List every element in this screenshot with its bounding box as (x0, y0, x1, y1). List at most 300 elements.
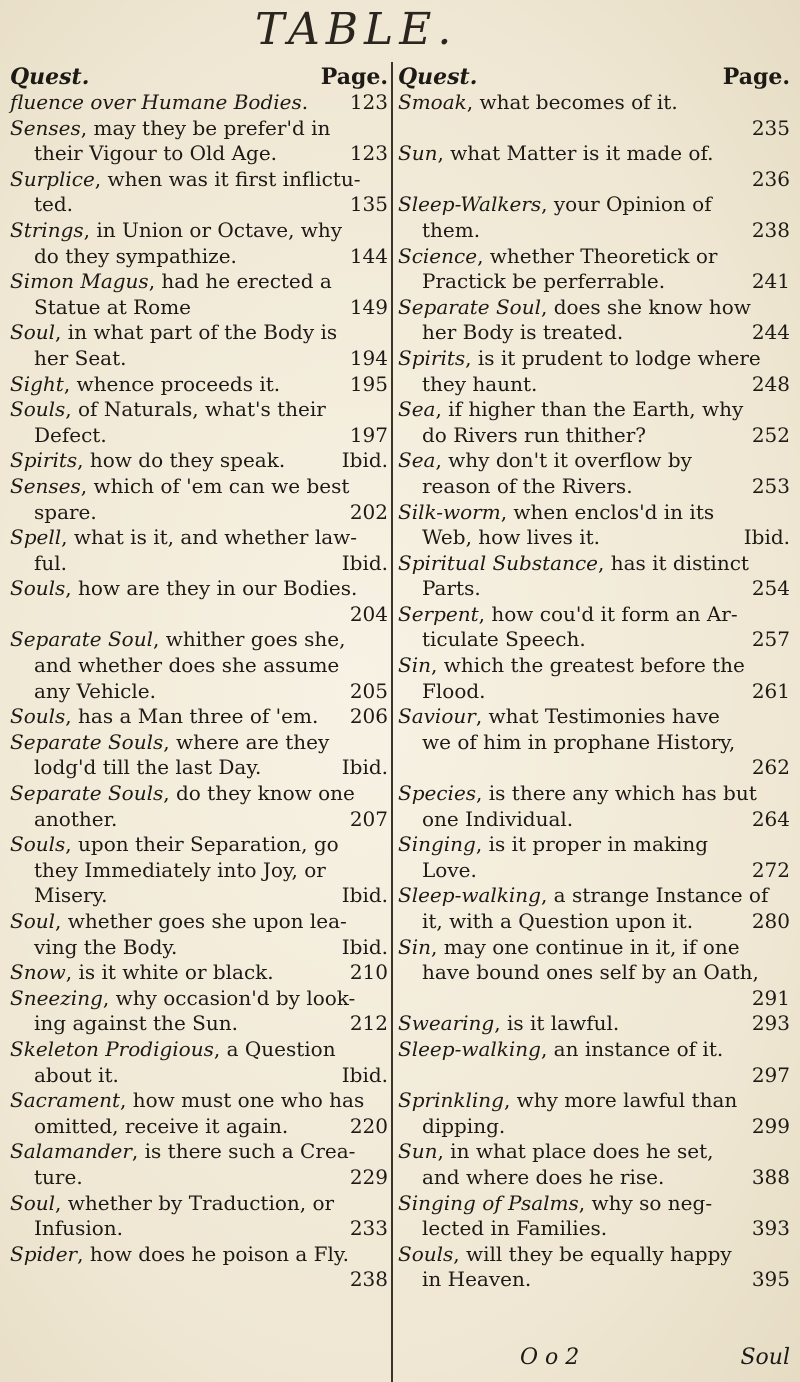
entry-text: Web, how lives it. (422, 525, 601, 550)
entry-text: Souls, has a Man three of 'em. (10, 704, 319, 729)
entry-headword: Sight (10, 371, 64, 396)
index-entry (398, 1037, 790, 1088)
index-entry-line (10, 807, 388, 833)
entry-text: ture. (34, 1164, 83, 1189)
index-entry-line (398, 653, 790, 679)
entry-text: them. (422, 217, 481, 242)
page-reference: 205 (349, 678, 388, 703)
page-reference: Ibid. (341, 448, 388, 473)
index-entry (398, 551, 790, 602)
entry-text: in Heaven. (422, 1267, 532, 1292)
index-entry-line (398, 1216, 790, 1242)
index-entry-line (398, 704, 790, 730)
entry-text: Serpent, how cou'd it form an Ar- (398, 601, 738, 626)
index-entry-line (10, 551, 388, 577)
index-entry-line (398, 397, 790, 423)
entry-text: and whether does she assume (34, 653, 340, 678)
entry-text: their Vigour to Old Age. (34, 141, 278, 166)
index-entry-line (398, 551, 790, 577)
entry-text: Skeleton Prodigious, a Question (10, 1036, 336, 1061)
index-entry-line (10, 1216, 388, 1242)
index-entry (398, 653, 790, 704)
column-header-page-label: Page. (722, 64, 790, 90)
page-reference: 254 (751, 576, 790, 601)
page-reference: 210 (349, 960, 388, 985)
index-entry (398, 1011, 790, 1037)
index-entry-line (398, 627, 790, 653)
page-reference: 261 (751, 678, 790, 703)
entry-text: Sun, in what place does he set, (398, 1139, 714, 1164)
index-entry-list (398, 90, 790, 1293)
entry-headword: Separate Soul (398, 294, 541, 319)
page-reference: Ibid. (341, 550, 388, 575)
index-entry (398, 90, 790, 141)
index-entry (10, 1191, 388, 1242)
index-entry (10, 730, 388, 781)
index-entry (398, 832, 790, 883)
column-header-page-label: Page. (320, 64, 388, 90)
index-entry (398, 397, 790, 448)
entry-text: Sea, why don't it overflow by (398, 448, 692, 473)
index-entry-line (10, 346, 388, 372)
entry-text: Soul, whether goes she upon lea- (10, 909, 347, 933)
index-entry-line (10, 1242, 388, 1268)
entry-headword: Singing (398, 832, 476, 857)
index-entry-line (10, 295, 388, 321)
index-entry (398, 602, 790, 653)
index-entry-line (398, 244, 790, 270)
entry-text: Parts. (422, 576, 481, 601)
entry-text: Swearing, is it lawful. (398, 1011, 620, 1036)
entry-headword: Sin (398, 653, 431, 678)
index-entry (10, 986, 388, 1037)
entry-text: Sin, may one continue in it, if one (398, 934, 740, 959)
entry-headword: Sprinkling (398, 1088, 504, 1113)
entry-headword: fluence over Humane Bodies (10, 90, 302, 114)
page-reference: 297 (751, 1062, 790, 1087)
index-entry-line (398, 1267, 790, 1293)
entry-headword: Souls (10, 832, 66, 857)
page-reference: 212 (349, 1011, 388, 1036)
entry-text: Sprinkling, why more lawful than (398, 1088, 738, 1113)
index-entry-line (10, 730, 388, 756)
entry-text: Separate Soul, does she know how (398, 294, 751, 319)
entry-headword: Singing of Psalms (398, 1190, 579, 1215)
entry-text: Sun, what Matter is it made of. (398, 141, 714, 166)
entry-headword: Soul (10, 909, 56, 933)
entry-text: Sneezing, why occasion'd by look- (10, 985, 356, 1010)
entry-headword: Senses (10, 473, 81, 498)
page-reference: 395 (751, 1267, 790, 1292)
index-entry-line (398, 832, 790, 858)
page-reference: 272 (751, 857, 790, 882)
page-reference: 123 (349, 141, 388, 166)
signature-mark: O o 2 (520, 1345, 580, 1370)
index-entry-line (398, 346, 790, 372)
index-entry-line (398, 1191, 790, 1217)
page-reference: 204 (349, 601, 388, 626)
entry-text: have bound ones self by an Oath, (422, 960, 759, 985)
entry-text: Soul, whether by Traduction, or (10, 1190, 335, 1215)
entry-headword: Sun (398, 1139, 438, 1164)
entry-text: Defect. (34, 422, 107, 447)
index-entry-line (398, 295, 790, 321)
index-entry-line (398, 781, 790, 807)
entry-headword: Spell (10, 525, 62, 550)
index-entry (398, 295, 790, 346)
index-entry-line (10, 1088, 388, 1114)
entry-text: Senses, may they be prefer'd in (10, 115, 331, 140)
page-reference: 235 (751, 115, 790, 140)
index-entry (398, 1191, 790, 1242)
page-reference: 238 (751, 217, 790, 242)
index-entry-line (10, 218, 388, 244)
entry-text: do they sympathize. (34, 243, 237, 268)
index-column-right (398, 64, 790, 1293)
index-entry-line (10, 602, 388, 628)
index-entry (10, 576, 388, 627)
entry-text: Sacrament, how must one who has (10, 1088, 365, 1113)
index-entry (398, 935, 790, 1012)
index-entry-line (398, 1011, 790, 1037)
index-entry-line (398, 1165, 790, 1191)
index-entry-line (10, 269, 388, 295)
entry-headword: Spirits (10, 448, 78, 473)
entry-text: fluence over Humane Bodies. (10, 90, 309, 114)
catchword: Soul (740, 1345, 790, 1370)
entry-headword: Separate Souls (10, 781, 164, 806)
index-entry (10, 832, 388, 909)
entry-headword: Serpent (398, 601, 479, 626)
entry-text: Souls, upon their Separation, go (10, 832, 339, 857)
index-entry-line (398, 218, 790, 244)
index-entry-line (10, 755, 388, 781)
entry-headword: Skeleton Prodigious (10, 1036, 214, 1061)
entry-text: ful. (34, 550, 68, 575)
page-reference: Ibid. (341, 1062, 388, 1087)
entry-headword: Separate Soul (10, 627, 153, 652)
index-entry (398, 781, 790, 832)
entry-text: Practick be perferrable. (422, 269, 666, 294)
index-entry-line (398, 576, 790, 602)
index-entry-line (398, 1139, 790, 1165)
entry-text: ving the Body. (34, 934, 178, 959)
entry-headword: Sun (398, 141, 438, 166)
entry-text: Souls, will they be equally happy (398, 1241, 732, 1266)
index-entry-line (398, 474, 790, 500)
index-entry-line (10, 909, 388, 935)
entry-headword: Sacrament (10, 1088, 121, 1113)
entry-text: another. (34, 806, 118, 831)
entry-text: omitted, receive it again. (34, 1113, 289, 1138)
index-entry-line (398, 1088, 790, 1114)
index-entry (10, 704, 388, 730)
index-entry-line (10, 986, 388, 1012)
entry-text: Species, is there any which has but (398, 781, 757, 806)
entry-headword: Smoak (398, 90, 467, 114)
index-entry (10, 909, 388, 960)
entry-text: and where does he rise. (422, 1164, 665, 1189)
index-entry-line (398, 1037, 790, 1063)
entry-text: Saviour, what Testimonies have (398, 704, 720, 729)
entry-headword: Strings (10, 217, 84, 242)
entry-headword: Spirits (398, 345, 466, 370)
index-entry (10, 525, 388, 576)
entry-text: Sea, if higher than the Earth, why (398, 397, 744, 422)
entry-headword: Surplice (10, 166, 95, 191)
page-reference: 257 (751, 627, 790, 652)
entry-text: we of him in prophane History, (422, 729, 736, 754)
index-entry-line (10, 320, 388, 346)
page-reference: 135 (349, 192, 388, 217)
page-reference: 220 (349, 1113, 388, 1138)
page-reference: 197 (349, 422, 388, 447)
index-entry-line (398, 602, 790, 628)
entry-headword: Souls (10, 704, 66, 729)
index-entry-line (10, 935, 388, 961)
entry-headword: Sleep-walking (398, 883, 541, 908)
index-entry (398, 141, 790, 192)
entry-text: Spell, what is it, and whether law- (10, 525, 358, 550)
index-column-left (10, 64, 388, 1293)
page-footer (520, 1345, 790, 1370)
entry-text: Soul, in what part of the Body is (10, 320, 338, 345)
entry-text: Snow, is it white or black. (10, 960, 274, 985)
page-reference: 293 (751, 1011, 790, 1036)
entry-text: ing against the Sun. (34, 1011, 238, 1036)
index-entry (398, 244, 790, 295)
entry-text: Spiritual Substance, has it distinct (398, 550, 749, 575)
page-reference: 264 (751, 806, 790, 831)
entry-headword: Sleep-walking (398, 1036, 541, 1061)
entry-text: Souls, of Naturals, what's their (10, 397, 326, 422)
entry-text: Infusion. (34, 1216, 124, 1241)
index-entry (398, 1088, 790, 1139)
index-entry-line (10, 500, 388, 526)
index-entry-line (398, 960, 790, 986)
page-reference: 280 (751, 909, 790, 933)
index-entry-line (10, 679, 388, 705)
page-reference: 241 (751, 269, 790, 294)
index-entry-line (398, 1242, 790, 1268)
page-reference: Ibid. (341, 755, 388, 780)
page-reference: 238 (349, 1267, 388, 1292)
entry-headword: Silk-worm (398, 499, 501, 524)
entry-text: Separate Soul, whither goes she, (10, 627, 346, 652)
index-entry (10, 1242, 388, 1293)
index-entry-line (10, 883, 388, 909)
index-entry-line (10, 423, 388, 449)
index-entry-line (398, 525, 790, 551)
entry-text: Spider, how does he poison a Fly. (10, 1241, 349, 1266)
page-reference: 262 (751, 755, 790, 780)
entry-text: Science, whether Theoretick or (398, 243, 718, 268)
index-entry (398, 883, 790, 934)
entry-text: they haunt. (422, 371, 538, 396)
entry-headword: Soul (10, 1190, 56, 1215)
index-entry-line (10, 1267, 388, 1293)
entry-text: Separate Souls, where are they (10, 729, 330, 754)
index-entry-line (10, 704, 388, 730)
page-reference: 248 (751, 371, 790, 396)
column-header-word: Quest. (398, 64, 478, 90)
index-entry-line (10, 244, 388, 270)
page-reference: Ibid. (341, 934, 388, 959)
page-reference: 144 (349, 243, 388, 268)
index-entry-line (10, 372, 388, 398)
page-reference: 393 (751, 1216, 790, 1241)
entry-text: any Vehicle. (34, 678, 156, 703)
entry-headword: Science (398, 243, 478, 268)
index-entry (398, 192, 790, 243)
page-reference: 253 (751, 473, 790, 498)
index-entry-line (398, 167, 790, 193)
index-entry-line (10, 1063, 388, 1089)
index-entry (10, 167, 388, 218)
index-entry (10, 90, 388, 116)
page-reference: 244 (751, 320, 790, 345)
page-reference: Ibid. (341, 883, 388, 908)
page-reference: 229 (349, 1164, 388, 1189)
entry-headword: Salamander (10, 1139, 132, 1164)
index-entry-line (10, 448, 388, 474)
index-entry-line (398, 730, 790, 756)
page-reference: 206 (349, 704, 388, 729)
index-entry (398, 1139, 790, 1190)
entry-text: Surplice, when was it first inflictu- (10, 166, 361, 191)
entry-text: dipping. (422, 1113, 506, 1138)
index-entry-line (10, 653, 388, 679)
index-entry-line (10, 627, 388, 653)
entry-text: reason of the Rivers. (422, 473, 633, 498)
entry-headword: Souls (10, 397, 66, 422)
entry-text: Statue at Rome (34, 294, 191, 319)
index-entry-line (398, 935, 790, 961)
entry-headword: Swearing (398, 1011, 495, 1036)
entry-text: Simon Magus, had he erected a (10, 269, 332, 294)
index-entry-line (10, 1011, 388, 1037)
index-entry-line (10, 576, 388, 602)
index-entry-list (10, 90, 388, 1293)
entry-text: Sleep-Walkers, your Opinion of (398, 192, 712, 217)
index-entry-line (398, 679, 790, 705)
entry-text: Singing, is it proper in making (398, 832, 709, 857)
index-entry (10, 474, 388, 525)
entry-headword: Senses (10, 115, 81, 140)
entry-headword: Spiritual Substance (398, 550, 598, 575)
index-entry-line (10, 141, 388, 167)
entry-text: ticulate Speech. (422, 627, 586, 652)
index-entry (10, 372, 388, 398)
index-entry-line (10, 167, 388, 193)
index-entry (10, 218, 388, 269)
index-entry-line (10, 832, 388, 858)
entry-headword: Souls (10, 576, 66, 601)
page-reference: 194 (349, 345, 388, 370)
entry-text: Separate Souls, do they know one (10, 781, 355, 806)
column-divider (391, 62, 393, 1382)
entry-text: Flood. (422, 678, 486, 703)
index-entry (10, 781, 388, 832)
entry-text: Misery. (34, 883, 108, 908)
page-reference: 207 (349, 806, 388, 831)
page-reference: 233 (349, 1216, 388, 1241)
entry-headword: Snow (10, 960, 66, 985)
entry-text: one Individual. (422, 806, 574, 831)
index-entry-line (10, 1114, 388, 1140)
index-entry (10, 116, 388, 167)
entry-headword: Simon Magus (10, 269, 149, 294)
column-header-word: Quest. (10, 64, 90, 90)
entry-text: Sin, which the greatest before the (398, 653, 745, 678)
entry-text: her Body is treated. (422, 320, 624, 345)
index-entry-line (10, 1037, 388, 1063)
running-title: TABLE. (255, 4, 458, 55)
index-entry (398, 500, 790, 551)
index-entry-line (398, 807, 790, 833)
entry-headword: Sin (398, 934, 431, 959)
entry-text: her Seat. (34, 345, 127, 370)
entry-text: Strings, in Union or Octave, why (10, 217, 343, 242)
entry-headword: Separate Souls (10, 729, 164, 754)
index-entry-line (398, 116, 790, 142)
page-reference: Ibid. (743, 525, 790, 550)
index-entry (10, 320, 388, 371)
entry-headword: Sleep-Walkers (398, 192, 542, 217)
entry-headword: Souls (398, 1241, 454, 1266)
entry-text: Singing of Psalms, why so neg- (398, 1190, 713, 1215)
page-reference: 149 (349, 294, 388, 319)
index-entry (398, 346, 790, 397)
index-entry-line (398, 986, 790, 1012)
entry-text: lected in Families. (422, 1216, 608, 1241)
index-entry (10, 627, 388, 704)
column-header (398, 64, 790, 90)
index-entry-line (398, 423, 790, 449)
entry-text: lodg'd till the last Day. (34, 755, 262, 780)
index-entry-line (398, 141, 790, 167)
entry-text: ted. (34, 192, 74, 217)
index-entry (10, 1139, 388, 1190)
page-reference: 252 (751, 422, 790, 447)
index-entry-line (398, 500, 790, 526)
index-entry-line (10, 1139, 388, 1165)
entry-text: spare. (34, 499, 97, 524)
page-reference: 291 (751, 985, 790, 1010)
index-entry-line (398, 755, 790, 781)
page-reference: 388 (751, 1164, 790, 1189)
index-entry-line (10, 192, 388, 218)
index-entry (398, 704, 790, 781)
entry-text: Senses, which of 'em can we best (10, 473, 350, 498)
index-entry-line (398, 90, 790, 116)
index-entry-line (10, 90, 388, 116)
index-entry-line (10, 525, 388, 551)
entry-text: do Rivers run thither? (422, 422, 647, 447)
index-entry-line (10, 397, 388, 423)
entry-text: about it. (34, 1062, 119, 1087)
page-reference: 299 (751, 1113, 790, 1138)
index-entry (10, 269, 388, 320)
entry-text: they Immediately into Joy, or (34, 857, 326, 882)
index-entry (10, 960, 388, 986)
index-entry (398, 1242, 790, 1293)
page-reference: 195 (349, 371, 388, 396)
index-entry (10, 397, 388, 448)
index-entry-line (10, 960, 388, 986)
index-entry-line (398, 858, 790, 884)
index-entry-line (10, 1165, 388, 1191)
